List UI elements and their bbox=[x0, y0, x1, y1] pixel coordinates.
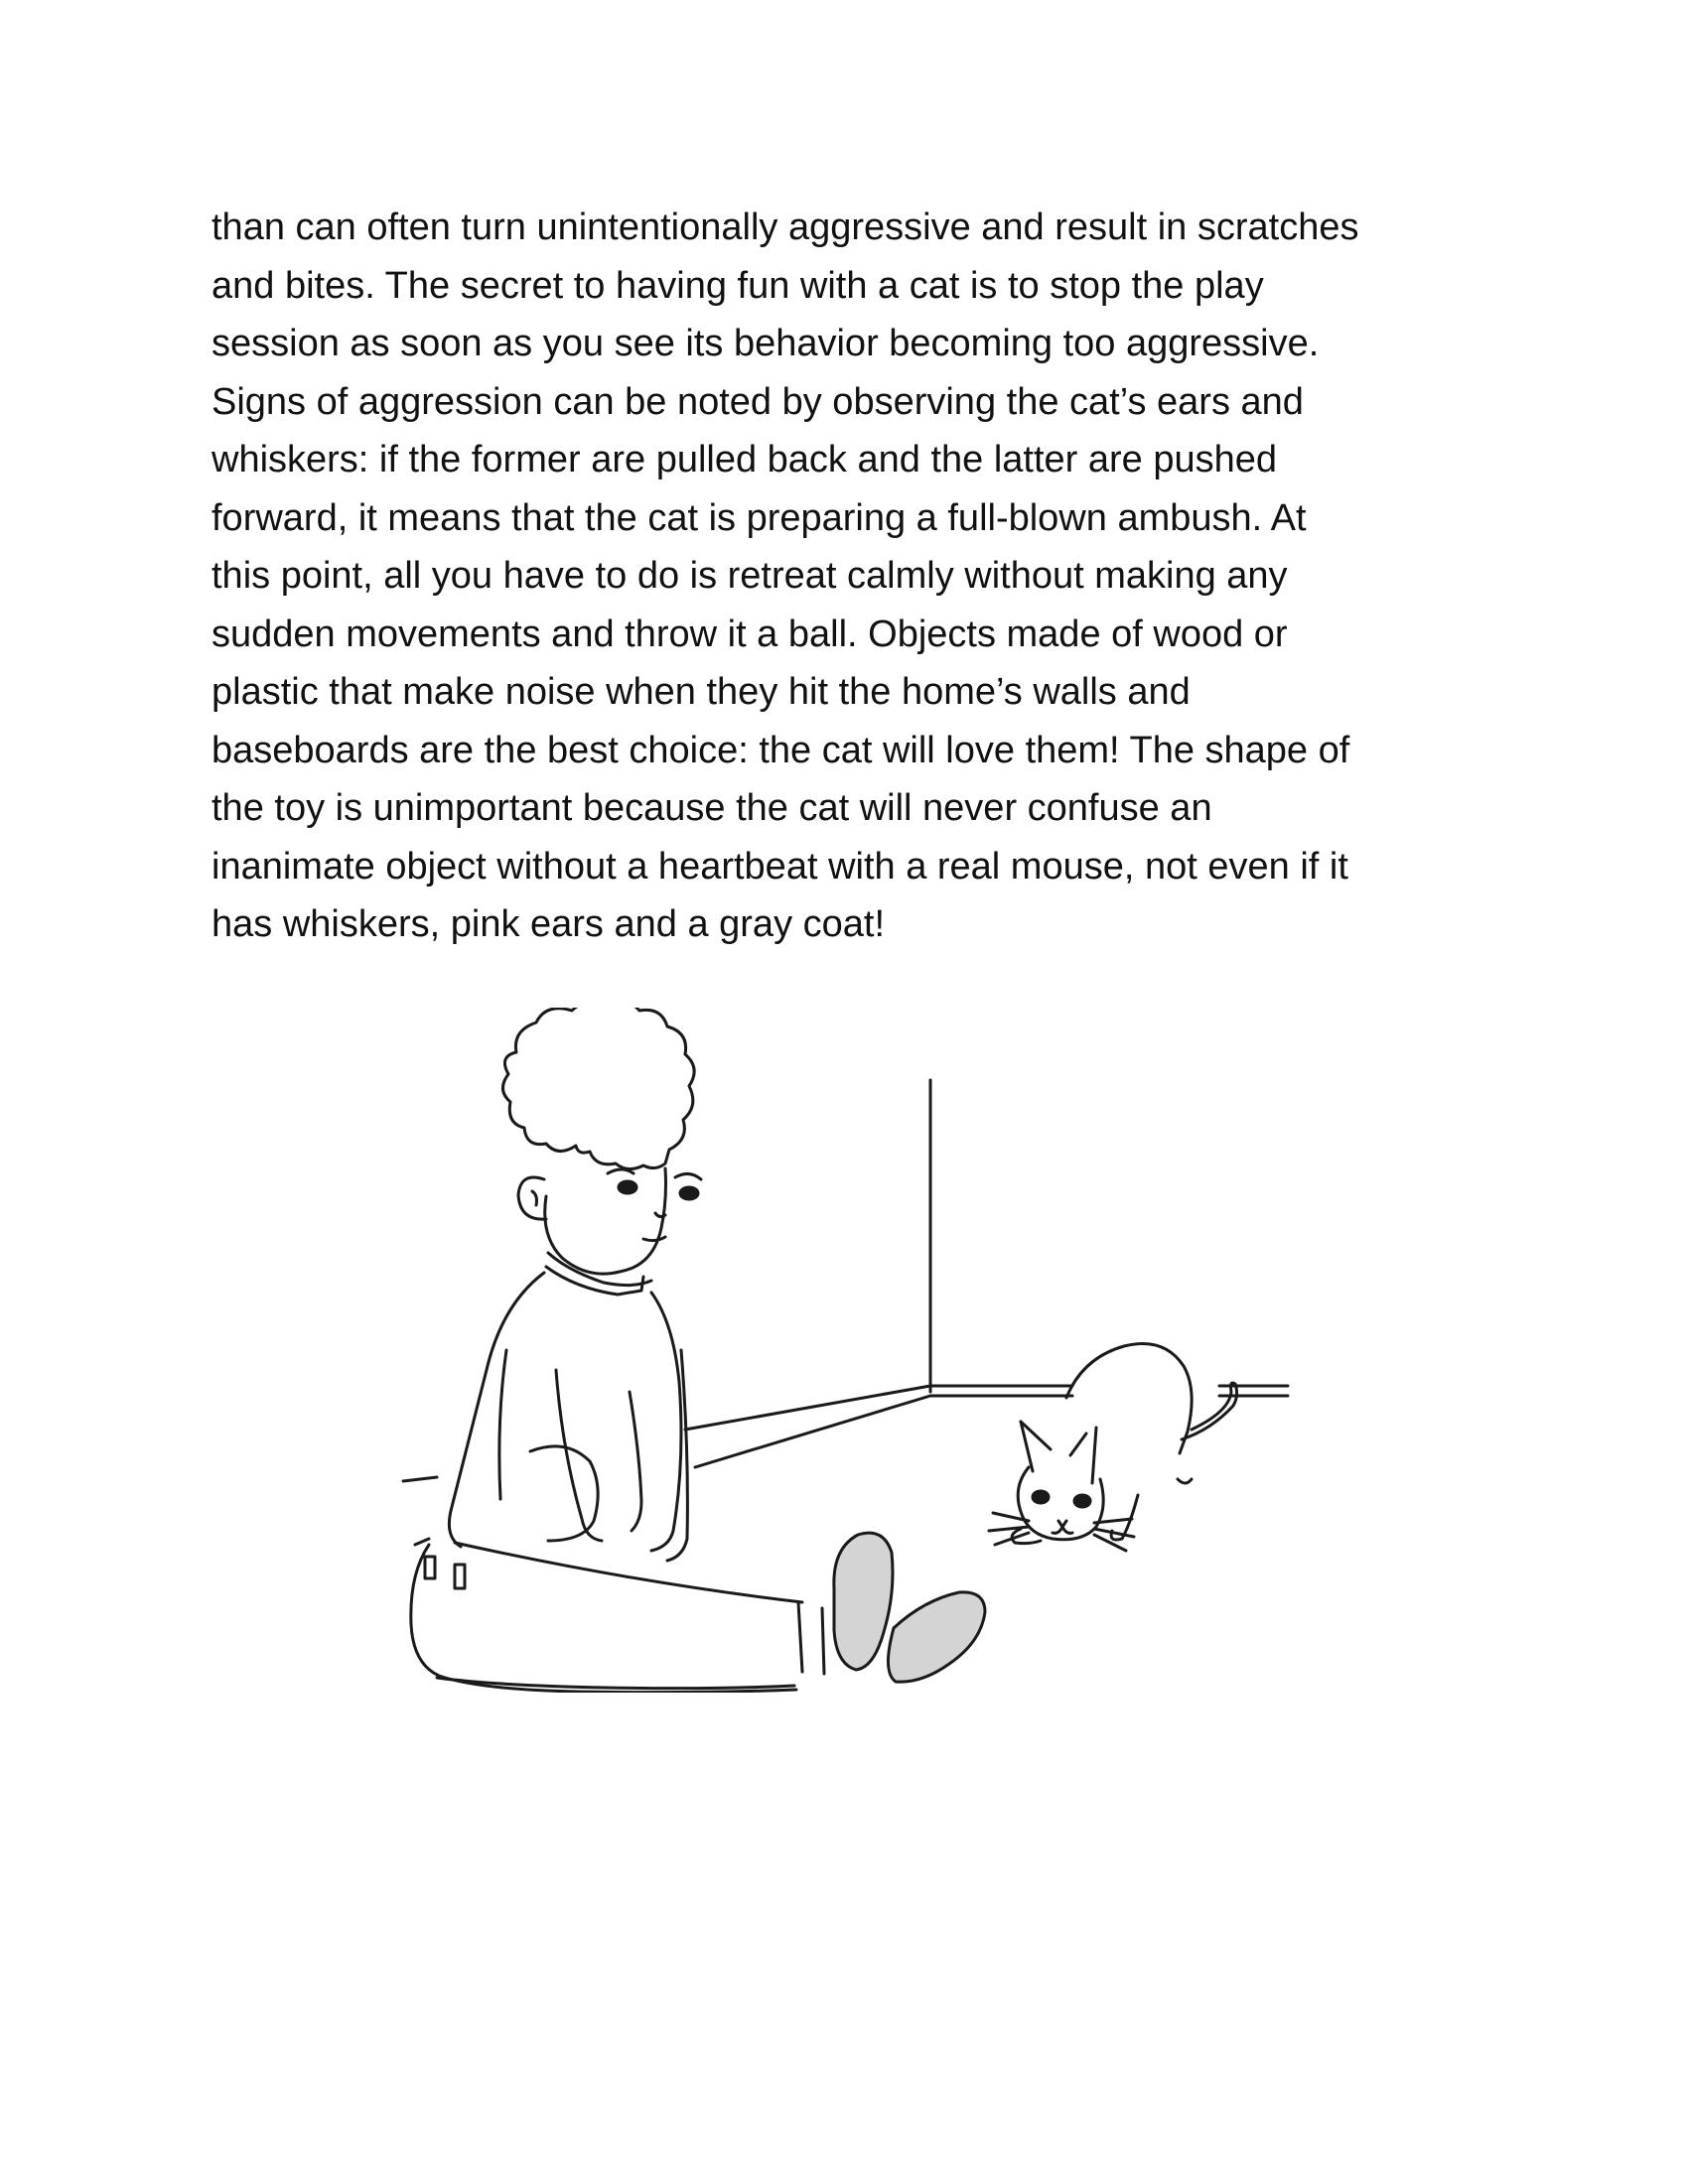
text-line: inanimate object without a heartbeat with a real mouse, not even if it bbox=[211, 845, 1348, 887]
text-line: than can often turn unintentionally aggressive and result in scratches bbox=[211, 206, 1359, 248]
text-line: has whiskers, pink ears and a gray coat! bbox=[211, 903, 886, 945]
text-line: whiskers: if the former are pulled back and the latter are pushed bbox=[211, 439, 1278, 480]
text-line: sudden movements and throw it a ball. Objects made of wood or bbox=[211, 613, 1288, 655]
body-paragraph bbox=[211, 199, 1502, 954]
child-figure bbox=[411, 1008, 824, 1693]
child-and-cat-illustration bbox=[392, 1008, 1296, 1693]
text-line: Signs of aggression can be noted by observing the cat’s ears and bbox=[211, 380, 1304, 423]
text-line: session as soon as you see its behavior becoming too aggressive. bbox=[211, 323, 1320, 364]
child-shoes bbox=[834, 1533, 985, 1682]
text-line: forward, it means that the cat is preparing a full-blown ambush. At bbox=[211, 496, 1307, 539]
room-corner bbox=[403, 1080, 1288, 1545]
text-line: and bites. The secret to having fun with a cat is to stop the play bbox=[211, 264, 1264, 307]
text-line: baseboards are the best choice: the cat will love them! The shape of bbox=[211, 729, 1350, 771]
text-line: this point, all you have to do is retreat calmly without making any bbox=[211, 555, 1288, 597]
text-line: plastic that make noise when they hit the home’s walls and bbox=[211, 671, 1191, 713]
cat-figure bbox=[989, 1344, 1237, 1552]
text-line: the toy is unimportant because the cat will never confuse an bbox=[211, 787, 1212, 829]
